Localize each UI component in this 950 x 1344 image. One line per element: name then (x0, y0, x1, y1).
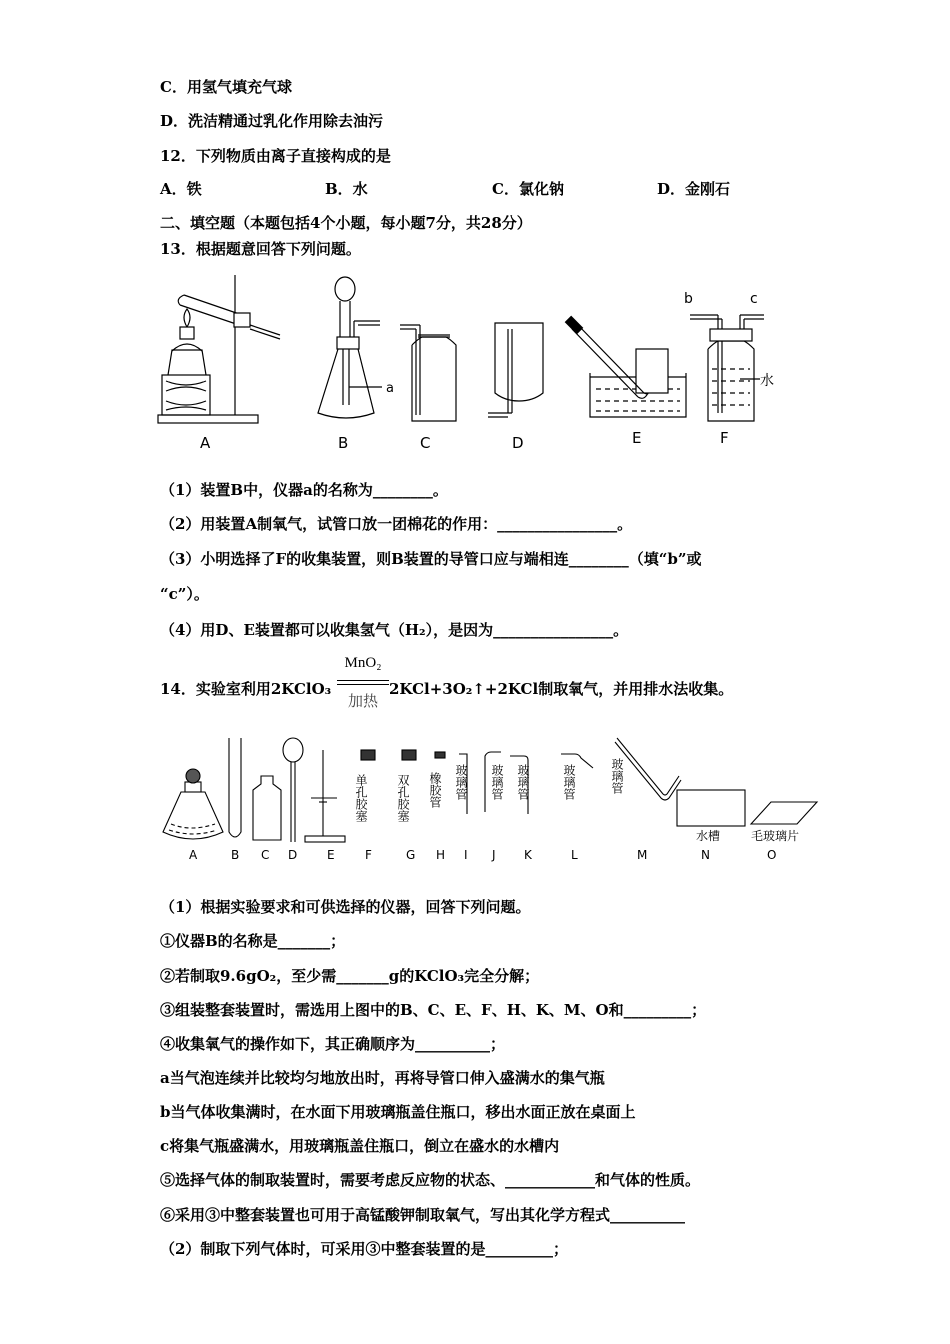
fig13-a-pointer-label: a (386, 381, 394, 396)
fig14-label-i: I (464, 848, 468, 862)
fig14-h-text: 橡胶管 (428, 772, 442, 808)
fig14-label-g: G (406, 848, 416, 862)
fig13-label-d: D (512, 434, 524, 452)
fig13-b-port-label: b (684, 291, 693, 307)
fig14-label-h: H (436, 848, 446, 862)
fig14-label-c: C (261, 848, 270, 862)
q14-sub-6: ⑥采用③中整套装置也可用于高锰酸钾制取氧气，写出其化学方程式__________ (160, 1206, 686, 1224)
fig14-label-d: D (288, 848, 298, 862)
fig14-m-text: 玻璃管 (610, 758, 624, 794)
fig14-f-text: 单孔胶塞 (354, 774, 368, 822)
q14-catalyst: MnO₂ (344, 655, 382, 671)
q14-step-c: c将集气瓶盛满水，用玻璃瓶盖住瓶口，倒立在盛水的水槽内 (160, 1137, 560, 1155)
q11-option-d: D．洗洁精通过乳化作用除去油污 (160, 112, 384, 130)
q13-part-4: （4）用D、E装置都可以收集氢气（H₂），是因为________________。 (160, 621, 629, 639)
fig14-g-text: 双孔胶塞 (396, 774, 410, 822)
q13-part-3-line2: “c”）。 (160, 585, 209, 603)
apparatus-m-tube-drawing (617, 738, 679, 795)
apparatus-b-drawing (318, 277, 382, 418)
fig13-label-f: F (720, 429, 729, 447)
q13-stem: 13．根据题意回答下列问题。 (160, 240, 361, 258)
q14-apparatus-figure (155, 732, 825, 872)
q13-part-2: （2）用装置A制氧气，试管口放一团棉花的作用：________________。 (160, 515, 633, 533)
fig13-c-port-label: c (750, 291, 758, 307)
q14-stem-post: 2KCl+3O₂↑+2KCl制取氧气，并用排水法收集。 (389, 680, 734, 698)
q14-sub-4: ④收集氧气的操作如下，其正确顺序为__________； (160, 1035, 506, 1053)
q12-option-b: B．水 (325, 180, 368, 198)
q12-option-a: A．铁 (160, 180, 202, 198)
fig14-n-text: 水槽 (696, 829, 721, 843)
fig14-label-n: N (701, 848, 710, 862)
apparatus-c-drawing (400, 325, 456, 421)
fig14-label-a: A (189, 848, 198, 862)
fig13-water-label: 水 (760, 373, 774, 389)
fig13-label-e: E (632, 429, 642, 447)
fig14-l-text: 玻璃管 (562, 764, 576, 800)
fig13-label-b: B (338, 434, 349, 452)
apparatus-n-trough-drawing (677, 790, 745, 826)
q12-option-c: C．氯化钠 (492, 180, 564, 198)
apparatus-b-test-tube-drawing (229, 738, 241, 837)
fig14-label-m: M (637, 848, 648, 862)
q14-step-a: a当气泡连续并比较均匀地放出时，再将导管口伸入盛满水的集气瓶 (160, 1069, 605, 1087)
q12-stem: 12．下列物质由离子直接构成的是 (160, 147, 391, 165)
fig14-label-k: K (524, 848, 532, 862)
fig14-label-b: B (231, 848, 240, 862)
q14-stem-pre: 14．实验室利用2KClO₃ (160, 680, 332, 698)
q14-sub-1: ①仪器B的名称是_______； (160, 932, 346, 950)
fig13-label-c: C (420, 434, 431, 452)
fig14-label-l: L (571, 848, 578, 862)
q13-part-3-line1: （3）小明选择了F的收集装置，则B装置的导管口应与端相连________（填“b”或 (160, 550, 702, 568)
q14-equals-sign (337, 680, 389, 685)
q11-option-c: C．用氢气填充气球 (160, 78, 292, 96)
q13-apparatus-figure (150, 265, 790, 460)
q14-sub-3: ③组装整套装置时，需选用上图中的B、C、E、F、H、K、M、O和_________； (160, 1001, 707, 1019)
apparatus-e-drawing (566, 317, 686, 417)
apparatus-f-drawing (690, 315, 764, 421)
q12-option-d: D．金刚石 (657, 180, 731, 198)
q14-part-1: （1）根据实验要求和可供选择的仪器，回答下列问题。 (160, 898, 531, 916)
apparatus-d-funnel-drawing (283, 738, 303, 842)
fig14-label-e: E (327, 848, 335, 862)
apparatus-c-bottle-drawing (253, 776, 281, 840)
q14-condition: 加热 (347, 694, 378, 710)
apparatus-d-drawing (488, 323, 543, 417)
fig14-label-f: F (365, 848, 372, 862)
fig14-i-text: 玻璃管 (454, 764, 468, 800)
section-2-heading: 二、填空题（本题包括4个小题，每小题7分，共28分） (160, 214, 532, 232)
fig14-o-text: 毛玻璃片 (751, 829, 800, 843)
q14-step-b: b当气体收集满时，在水面下用玻璃瓶盖住瓶口，移出水面正放在桌面上 (160, 1103, 636, 1121)
apparatus-o-glass-drawing (751, 802, 817, 824)
fig14-k-text: 玻璃管 (516, 764, 530, 800)
fig14-label-o: O (767, 848, 777, 862)
apparatus-a-drawing (158, 275, 280, 423)
apparatus-a-burner-drawing (163, 769, 223, 839)
fig14-label-j: J (492, 848, 496, 862)
q14-sub-2: ②若制取9.6gO₂，至少需_______g的KClO₃完全分解； (160, 967, 540, 985)
fig13-label-a: A (200, 434, 211, 452)
fig14-j-text: 玻璃管 (490, 764, 504, 800)
q13-part-1: （1）装置B中，仪器a的名称为________。 (160, 481, 448, 499)
q14-part-2: （2）制取下列气体时，可采用③中整套装置的是_________； (160, 1240, 568, 1258)
q14-sub-5: ⑤选择气体的制取装置时，需要考虑反应物的状态、____________和气体的性质。 (160, 1171, 701, 1189)
apparatus-e-stand-drawing (305, 750, 345, 842)
